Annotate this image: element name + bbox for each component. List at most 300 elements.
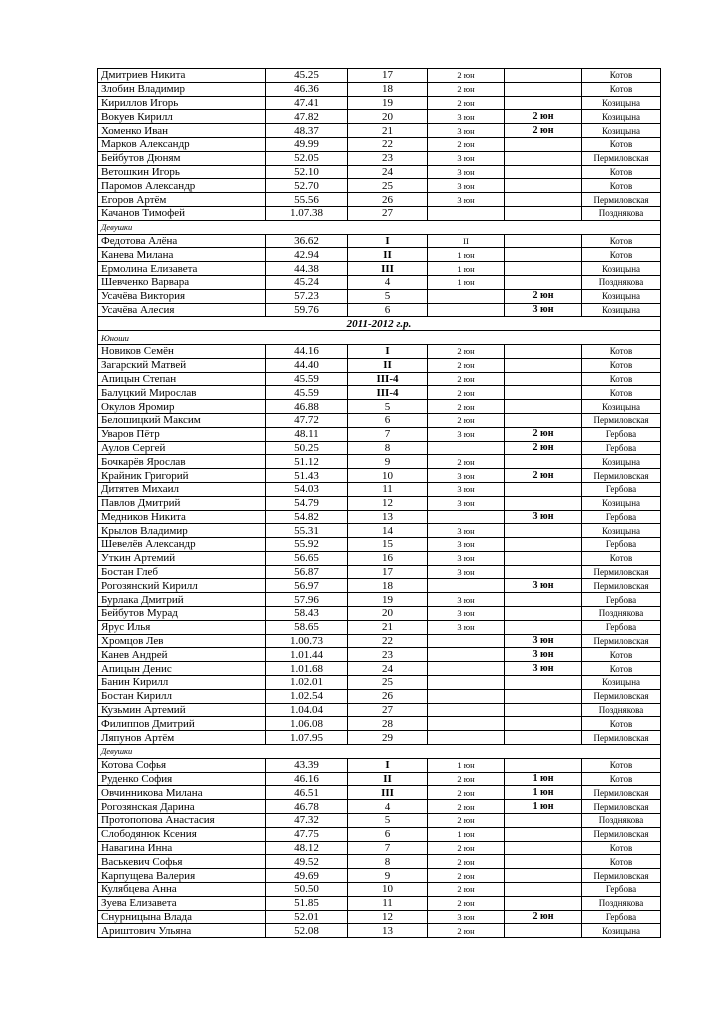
result-time-cell: 1.07.95 [266, 731, 348, 745]
coach-cell: Козицына [582, 455, 661, 469]
result-time-cell: 45.24 [266, 275, 348, 289]
result-time-cell: 49.99 [266, 137, 348, 151]
rank-cell [428, 206, 505, 220]
table-row [98, 179, 661, 193]
result-time-cell: 55.56 [266, 193, 348, 207]
place-cell: 6 [348, 827, 428, 841]
coach-cell: Козицына [582, 400, 661, 414]
place-cell: 17 [348, 69, 428, 83]
rank-fulfilled-cell: 2 юн [505, 427, 582, 441]
rank-fulfilled-cell: 3 юн [505, 634, 582, 648]
rank-fulfilled-cell: 1 юн [505, 786, 582, 800]
rank-fulfilled-cell [505, 524, 582, 538]
result-time-cell: 46.51 [266, 786, 348, 800]
place-cell: 14 [348, 524, 428, 538]
rank-fulfilled-cell [505, 924, 582, 938]
result-time-cell: 54.82 [266, 510, 348, 524]
table-row [98, 827, 661, 841]
table-row [98, 896, 661, 910]
place-cell: 9 [348, 455, 428, 469]
result-time-cell: 1.02.54 [266, 689, 348, 703]
table-row [98, 524, 661, 538]
place-cell: III [348, 262, 428, 276]
athlete-name-cell: Бочкарёв Ярослав [98, 455, 266, 469]
group-label: Девушки [98, 745, 661, 759]
coach-cell: Козицына [582, 110, 661, 124]
coach-cell: Позднякова [582, 206, 661, 220]
rank-fulfilled-cell [505, 731, 582, 745]
place-cell: 24 [348, 165, 428, 179]
athlete-name-cell: Усачёва Алесия [98, 303, 266, 317]
rank-fulfilled-cell [505, 717, 582, 731]
place-cell: 6 [348, 303, 428, 317]
place-cell: 12 [348, 910, 428, 924]
coach-cell: Пермиловская [582, 869, 661, 883]
athlete-name-cell: Хромцов Лев [98, 634, 266, 648]
rank-cell: 3 юн [428, 593, 505, 607]
rank-fulfilled-cell: 3 юн [505, 303, 582, 317]
rank-fulfilled-cell: 2 юн [505, 110, 582, 124]
place-cell: II [348, 772, 428, 786]
result-time-cell: 50.25 [266, 441, 348, 455]
table-row [98, 96, 661, 110]
rank-cell [428, 441, 505, 455]
place-cell: 27 [348, 703, 428, 717]
coach-cell: Котов [582, 386, 661, 400]
table-row [98, 69, 661, 83]
result-time-cell: 52.08 [266, 924, 348, 938]
group-label: Юноши [98, 331, 661, 345]
place-cell: 15 [348, 538, 428, 552]
rank-cell: 2 юн [428, 386, 505, 400]
result-time-cell: 1.00.73 [266, 634, 348, 648]
rank-fulfilled-cell [505, 193, 582, 207]
table-row [98, 814, 661, 828]
table-row [98, 634, 661, 648]
result-time-cell: 47.75 [266, 827, 348, 841]
coach-cell: Котов [582, 234, 661, 248]
result-time-cell: 47.41 [266, 96, 348, 110]
coach-cell: Гербова [582, 427, 661, 441]
place-cell: III-4 [348, 372, 428, 386]
group-header-row [98, 331, 661, 345]
athlete-name-cell: Федотова Алёна [98, 234, 266, 248]
table-row [98, 579, 661, 593]
rank-fulfilled-cell [505, 607, 582, 621]
place-cell: 10 [348, 469, 428, 483]
result-time-cell: 1.06.08 [266, 717, 348, 731]
coach-cell: Гербова [582, 593, 661, 607]
table-row [98, 924, 661, 938]
table-row [98, 427, 661, 441]
rank-fulfilled-cell: 2 юн [505, 469, 582, 483]
coach-cell: Котов [582, 137, 661, 151]
rank-cell: 2 юн [428, 372, 505, 386]
table-row [98, 869, 661, 883]
rank-cell [428, 579, 505, 593]
table-row [98, 717, 661, 731]
rank-fulfilled-cell [505, 827, 582, 841]
place-cell: II [348, 358, 428, 372]
athlete-name-cell: Бейбутов Дюням [98, 151, 266, 165]
result-time-cell: 49.69 [266, 869, 348, 883]
rank-cell [428, 648, 505, 662]
table-row [98, 358, 661, 372]
coach-cell: Гербова [582, 620, 661, 634]
rank-fulfilled-cell: 3 юн [505, 648, 582, 662]
athlete-name-cell: Усачёва Виктория [98, 289, 266, 303]
coach-cell: Позднякова [582, 814, 661, 828]
table-row [98, 841, 661, 855]
rank-fulfilled-cell [505, 496, 582, 510]
place-cell: 19 [348, 96, 428, 110]
coach-cell: Котов [582, 841, 661, 855]
result-time-cell: 47.32 [266, 814, 348, 828]
table-row [98, 469, 661, 483]
rank-fulfilled-cell: 2 юн [505, 441, 582, 455]
athlete-name-cell: Снурницына Влада [98, 910, 266, 924]
place-cell: 4 [348, 800, 428, 814]
athlete-name-cell: Слободянюк Ксения [98, 827, 266, 841]
athlete-name-cell: Ляпунов Артём [98, 731, 266, 745]
place-cell: 29 [348, 731, 428, 745]
result-time-cell: 1.01.68 [266, 662, 348, 676]
result-time-cell: 52.10 [266, 165, 348, 179]
result-time-cell: 57.96 [266, 593, 348, 607]
rank-fulfilled-cell [505, 758, 582, 772]
place-cell: 8 [348, 441, 428, 455]
rank-fulfilled-cell [505, 358, 582, 372]
athlete-name-cell: Кириллов Игорь [98, 96, 266, 110]
place-cell: 5 [348, 400, 428, 414]
coach-cell: Котов [582, 855, 661, 869]
coach-cell: Пермиловская [582, 565, 661, 579]
table-row [98, 496, 661, 510]
rank-fulfilled-cell [505, 165, 582, 179]
athlete-name-cell: Бурлака Дмитрий [98, 593, 266, 607]
place-cell: 23 [348, 151, 428, 165]
athlete-name-cell: Рогозянский Кирилл [98, 579, 266, 593]
place-cell: 8 [348, 855, 428, 869]
rank-cell: 2 юн [428, 855, 505, 869]
table-row [98, 855, 661, 869]
result-time-cell: 49.52 [266, 855, 348, 869]
rank-fulfilled-cell [505, 551, 582, 565]
athlete-name-cell: Рогозянская Дарина [98, 800, 266, 814]
table-row [98, 593, 661, 607]
rank-cell: 1 юн [428, 827, 505, 841]
table-row [98, 193, 661, 207]
rank-cell: 2 юн [428, 400, 505, 414]
place-cell: 17 [348, 565, 428, 579]
coach-cell: Козицына [582, 303, 661, 317]
result-time-cell: 1.01.44 [266, 648, 348, 662]
table-row [98, 607, 661, 621]
athlete-name-cell: Бостан Кирилл [98, 689, 266, 703]
athlete-name-cell: Аулов Сергей [98, 441, 266, 455]
rank-cell [428, 303, 505, 317]
rank-cell: 2 юн [428, 82, 505, 96]
place-cell: 27 [348, 206, 428, 220]
athlete-name-cell: Протопопова Анастасия [98, 814, 266, 828]
rank-fulfilled-cell [505, 689, 582, 703]
table-row [98, 731, 661, 745]
rank-cell [428, 676, 505, 690]
place-cell: 13 [348, 510, 428, 524]
result-time-cell: 46.88 [266, 400, 348, 414]
place-cell: 9 [348, 869, 428, 883]
rank-fulfilled-cell [505, 137, 582, 151]
table-row [98, 413, 661, 427]
rank-cell: 2 юн [428, 869, 505, 883]
athlete-name-cell: Кулябцева Анна [98, 883, 266, 897]
rank-cell: 3 юн [428, 151, 505, 165]
athlete-name-cell: Загарский Матвей [98, 358, 266, 372]
place-cell: II [348, 248, 428, 262]
results-body [98, 69, 661, 938]
rank-fulfilled-cell [505, 814, 582, 828]
result-time-cell: 48.37 [266, 124, 348, 138]
rank-cell: 3 юн [428, 124, 505, 138]
result-time-cell: 36.62 [266, 234, 348, 248]
result-time-cell: 54.03 [266, 482, 348, 496]
rank-fulfilled-cell [505, 538, 582, 552]
rank-cell: 2 юн [428, 800, 505, 814]
rank-fulfilled-cell: 3 юн [505, 510, 582, 524]
rank-cell: 3 юн [428, 620, 505, 634]
coach-cell: Пермиловская [582, 151, 661, 165]
rank-cell: 1 юн [428, 758, 505, 772]
rank-cell: 2 юн [428, 786, 505, 800]
place-cell: 7 [348, 427, 428, 441]
athlete-name-cell: Бейбутов Мурад [98, 607, 266, 621]
table-row [98, 248, 661, 262]
coach-cell: Гербова [582, 538, 661, 552]
place-cell: 13 [348, 924, 428, 938]
rank-fulfilled-cell [505, 344, 582, 358]
table-row [98, 275, 661, 289]
birth-year-label: 2011-2012 г.р. [98, 317, 661, 331]
place-cell: 7 [348, 841, 428, 855]
result-time-cell: 46.16 [266, 772, 348, 786]
result-time-cell: 48.11 [266, 427, 348, 441]
table-row [98, 565, 661, 579]
rank-cell: 3 юн [428, 524, 505, 538]
table-row [98, 441, 661, 455]
result-time-cell: 1.07.38 [266, 206, 348, 220]
place-cell: 18 [348, 82, 428, 96]
athlete-name-cell: Качанов Тимофей [98, 206, 266, 220]
table-row [98, 137, 661, 151]
result-time-cell: 52.70 [266, 179, 348, 193]
coach-cell: Козицына [582, 496, 661, 510]
athlete-name-cell: Банин Кирилл [98, 676, 266, 690]
athlete-name-cell: Белошицкий Максим [98, 413, 266, 427]
result-time-cell: 44.16 [266, 344, 348, 358]
result-time-cell: 57.23 [266, 289, 348, 303]
rank-fulfilled-cell [505, 96, 582, 110]
athlete-name-cell: Павлов Дмитрий [98, 496, 266, 510]
coach-cell: Позднякова [582, 896, 661, 910]
group-header-row [98, 220, 661, 234]
rank-fulfilled-cell [505, 855, 582, 869]
result-time-cell: 1.02.01 [266, 676, 348, 690]
coach-cell: Котов [582, 551, 661, 565]
result-time-cell: 50.50 [266, 883, 348, 897]
coach-cell: Котов [582, 165, 661, 179]
group-label: Девушки [98, 220, 661, 234]
coach-cell: Котов [582, 717, 661, 731]
result-time-cell: 56.65 [266, 551, 348, 565]
rank-cell: 1 юн [428, 262, 505, 276]
table-row [98, 151, 661, 165]
result-time-cell: 51.43 [266, 469, 348, 483]
athlete-name-cell: Крайник Григорий [98, 469, 266, 483]
result-time-cell: 55.92 [266, 538, 348, 552]
coach-cell: Козицына [582, 524, 661, 538]
rank-cell: 2 юн [428, 841, 505, 855]
coach-cell: Котов [582, 82, 661, 96]
rank-fulfilled-cell [505, 869, 582, 883]
rank-cell: 3 юн [428, 193, 505, 207]
athlete-name-cell: Зуева Елизавета [98, 896, 266, 910]
rank-cell [428, 510, 505, 524]
table-row [98, 883, 661, 897]
athlete-name-cell: Медников Никита [98, 510, 266, 524]
result-time-cell: 45.59 [266, 372, 348, 386]
result-time-cell: 55.31 [266, 524, 348, 538]
athlete-name-cell: Ярус Илья [98, 620, 266, 634]
table-row [98, 648, 661, 662]
coach-cell: Гербова [582, 510, 661, 524]
rank-cell [428, 689, 505, 703]
rank-cell: 2 юн [428, 455, 505, 469]
athlete-name-cell: Ермолина Елизавета [98, 262, 266, 276]
athlete-name-cell: Овчинникова Милана [98, 786, 266, 800]
coach-cell: Котов [582, 662, 661, 676]
result-time-cell: 47.82 [266, 110, 348, 124]
rank-fulfilled-cell [505, 455, 582, 469]
table-row [98, 703, 661, 717]
place-cell: 25 [348, 676, 428, 690]
table-row [98, 772, 661, 786]
athlete-name-cell: Канева Милана [98, 248, 266, 262]
result-time-cell: 45.59 [266, 386, 348, 400]
coach-cell: Пермиловская [582, 469, 661, 483]
table-row [98, 372, 661, 386]
athlete-name-cell: Паромов Александр [98, 179, 266, 193]
rank-fulfilled-cell [505, 248, 582, 262]
athlete-name-cell: Апицын Степан [98, 372, 266, 386]
coach-cell: Котов [582, 372, 661, 386]
rank-cell: 1 юн [428, 275, 505, 289]
result-time-cell: 44.40 [266, 358, 348, 372]
athlete-name-cell: Балуцкий Мирослав [98, 386, 266, 400]
result-time-cell: 1.04.04 [266, 703, 348, 717]
result-time-cell: 47.72 [266, 413, 348, 427]
athlete-name-cell: Карпущева Валерия [98, 869, 266, 883]
rank-cell: 3 юн [428, 469, 505, 483]
place-cell: 11 [348, 482, 428, 496]
rank-fulfilled-cell [505, 206, 582, 220]
table-row [98, 124, 661, 138]
table-row [98, 206, 661, 220]
athlete-name-cell: Окулов Яромир [98, 400, 266, 414]
result-time-cell: 58.43 [266, 607, 348, 621]
rank-fulfilled-cell [505, 179, 582, 193]
rank-fulfilled-cell [505, 620, 582, 634]
rank-cell: 2 юн [428, 896, 505, 910]
place-cell: 28 [348, 717, 428, 731]
rank-fulfilled-cell: 1 юн [505, 800, 582, 814]
coach-cell: Козицына [582, 289, 661, 303]
athlete-name-cell: Хоменко Иван [98, 124, 266, 138]
athlete-name-cell: Ариштович Ульяна [98, 924, 266, 938]
table-row [98, 82, 661, 96]
coach-cell: Козицына [582, 124, 661, 138]
rank-cell: 2 юн [428, 883, 505, 897]
coach-cell: Козицына [582, 96, 661, 110]
result-time-cell: 51.85 [266, 896, 348, 910]
rank-fulfilled-cell [505, 400, 582, 414]
place-cell: III-4 [348, 386, 428, 400]
table-row [98, 758, 661, 772]
rank-fulfilled-cell: 1 юн [505, 772, 582, 786]
coach-cell: Котов [582, 772, 661, 786]
coach-cell: Котов [582, 648, 661, 662]
place-cell: 5 [348, 814, 428, 828]
table-row [98, 344, 661, 358]
rank-cell [428, 703, 505, 717]
rank-cell: 2 юн [428, 413, 505, 427]
table-row [98, 538, 661, 552]
athlete-name-cell: Егоров Артём [98, 193, 266, 207]
group-header-row [98, 745, 661, 759]
coach-cell: Пермиловская [582, 689, 661, 703]
place-cell: 23 [348, 648, 428, 662]
coach-cell: Котов [582, 358, 661, 372]
table-row [98, 551, 661, 565]
coach-cell: Пермиловская [582, 413, 661, 427]
table-row [98, 262, 661, 276]
rank-cell: 3 юн [428, 165, 505, 179]
rank-fulfilled-cell [505, 703, 582, 717]
table-row [98, 110, 661, 124]
rank-fulfilled-cell [505, 82, 582, 96]
athlete-name-cell: Кузьмин Артемий [98, 703, 266, 717]
table-row [98, 510, 661, 524]
rank-cell: 3 юн [428, 538, 505, 552]
result-time-cell: 46.36 [266, 82, 348, 96]
coach-cell: Пермиловская [582, 579, 661, 593]
athlete-name-cell: Апицын Денис [98, 662, 266, 676]
athlete-name-cell: Шевченко Варвара [98, 275, 266, 289]
rank-fulfilled-cell [505, 151, 582, 165]
coach-cell: Позднякова [582, 275, 661, 289]
coach-cell: Пермиловская [582, 800, 661, 814]
result-time-cell: 52.01 [266, 910, 348, 924]
rank-cell: II [428, 234, 505, 248]
result-time-cell: 56.97 [266, 579, 348, 593]
coach-cell: Пермиловская [582, 786, 661, 800]
place-cell: 26 [348, 689, 428, 703]
table-row [98, 620, 661, 634]
place-cell: 26 [348, 193, 428, 207]
place-cell: 20 [348, 607, 428, 621]
rank-cell: 3 юн [428, 482, 505, 496]
place-cell: III [348, 786, 428, 800]
table-row [98, 165, 661, 179]
